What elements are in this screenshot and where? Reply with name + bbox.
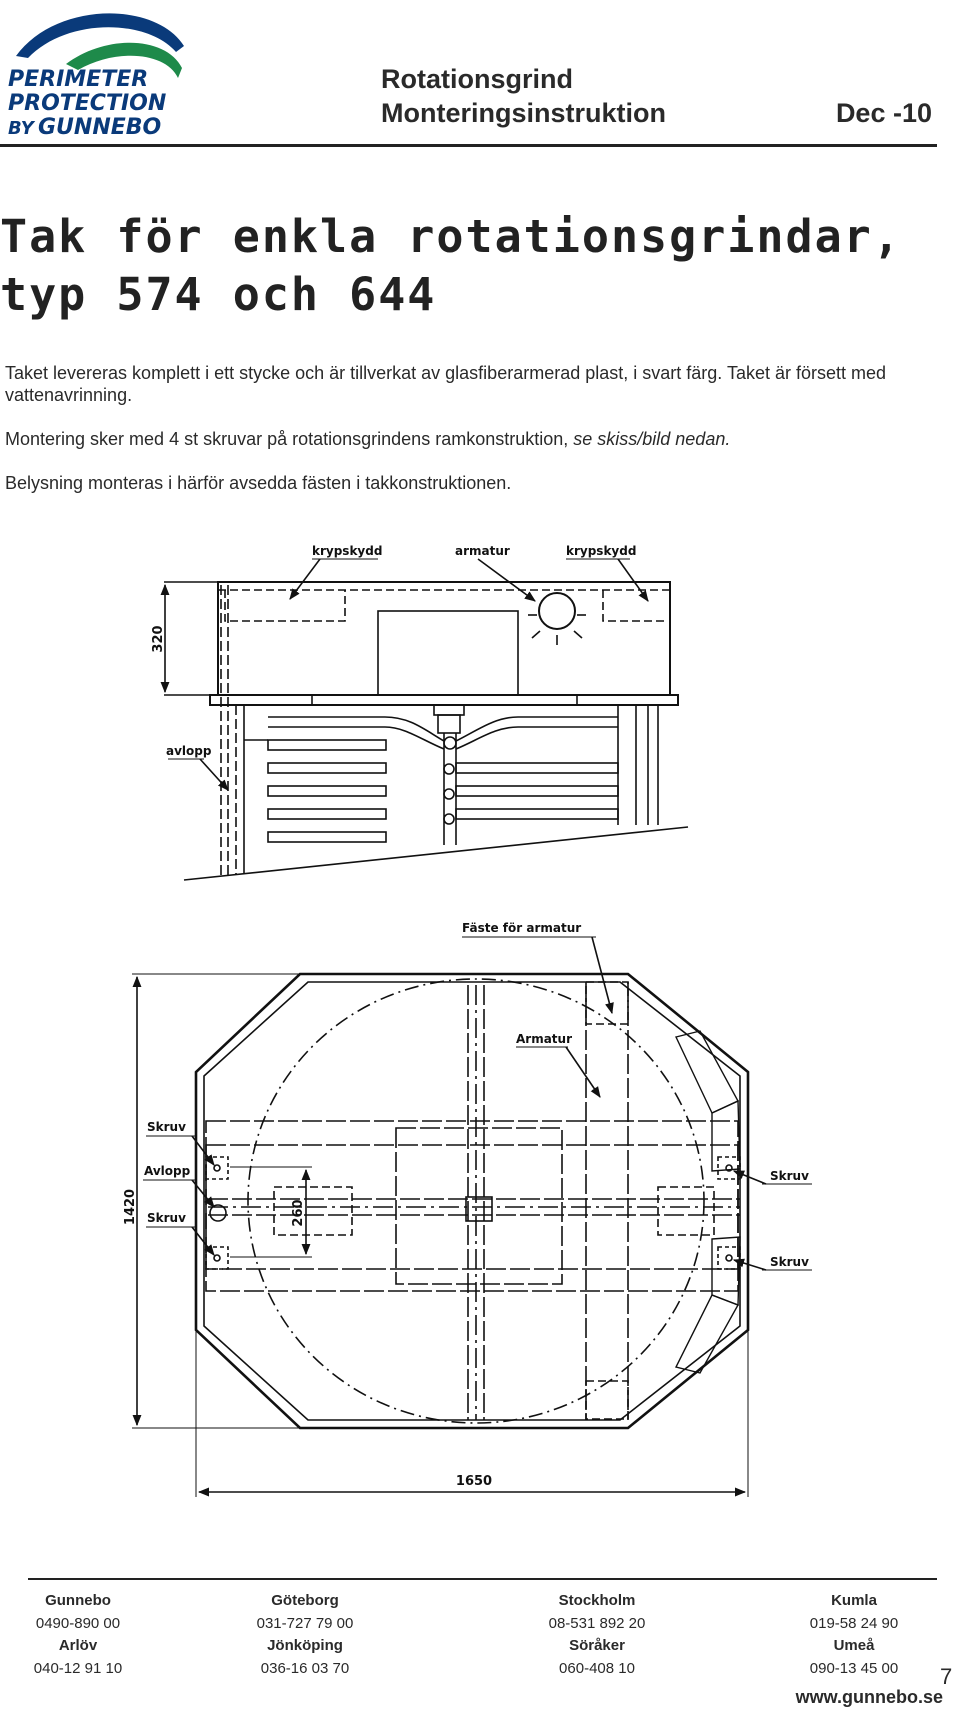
office-name: Söråker: [569, 1637, 625, 1654]
header-date: Dec -10: [835, 98, 932, 128]
dim-1650-label: 1650: [455, 1474, 493, 1489]
office-umea: [754, 1634, 954, 1680]
label-skruv-right-top: Skruv: [770, 1169, 809, 1183]
office-goteborg: [205, 1589, 405, 1635]
office-phone: 0490-890 00: [35, 1615, 121, 1632]
label-armatur-side: armatur: [455, 544, 510, 558]
paragraph-mounting-reference: se skiss/bild nedan.: [573, 429, 731, 449]
office-jonkoping: [205, 1634, 405, 1680]
office-name: Arlöv: [58, 1637, 98, 1654]
office-phone: 031-727 79 00: [256, 1615, 354, 1632]
paragraph-delivery: Taket levereras komplett i ett stycke och är tillverkat av glasfiberarmerad plast, i svart färg. Taket är försett med vattenavrinning.: [5, 363, 887, 405]
office-phone: 08-531 892 20: [548, 1615, 646, 1632]
paragraph-lighting: Belysning monteras i härför avsedda fästen i takkonstruktionen.: [5, 473, 512, 493]
paragraph-mounting: [5, 428, 920, 450]
office-phone: 019-58 24 90: [809, 1615, 899, 1632]
label-skruv-left-top: Skruv: [147, 1120, 186, 1134]
office-name: Umeå: [833, 1637, 875, 1654]
office-soraker: [497, 1634, 697, 1680]
logo-text-gunnebo: GUNNEBO: [38, 115, 162, 138]
footer-divider: [28, 1578, 937, 1580]
header-title-line1: Rotationsgrind: [381, 64, 573, 94]
logo-text-by: BY: [8, 118, 34, 138]
office-name: Gunnebo: [45, 1592, 111, 1609]
logo-text-perimeter: PERIMETER: [8, 67, 149, 92]
header-title-line2: Monteringsinstruktion: [381, 98, 666, 128]
office-phone: 090-13 45 00: [809, 1660, 899, 1677]
paragraph-mounting-main: Montering sker med 4 st skruvar på rotationsgrindens ramkonstruktion,: [5, 429, 574, 449]
side-view-drawing: [151, 544, 688, 880]
label-skruv-right-bottom: Skruv: [770, 1255, 809, 1269]
office-phone: 060-408 10: [559, 1660, 635, 1677]
office-name: Göteborg: [271, 1592, 339, 1609]
gunnebo-logo: [6, 6, 186, 138]
office-name: Kumla: [831, 1592, 877, 1609]
header-title: [381, 62, 666, 130]
office-arlov: [0, 1634, 178, 1680]
page-number: 7: [940, 1664, 953, 1689]
top-view-drawing: [123, 921, 812, 1497]
label-skruv-left-bottom: Skruv: [147, 1211, 186, 1225]
label-armatur-top: Armatur: [516, 1032, 573, 1046]
page-title: Tak för enkla rotationsgrindar, typ 574 och 644: [0, 210, 902, 321]
logo-text-protection: PROTECTION: [8, 91, 167, 116]
dim-260-label: 260: [291, 1199, 306, 1227]
office-kumla: [754, 1589, 954, 1635]
office-stockholm: [497, 1589, 697, 1635]
dim-320-label: 320: [151, 625, 166, 653]
label-avlopp-top: Avlopp: [144, 1164, 191, 1178]
label-avlopp-side: avlopp: [166, 744, 212, 758]
label-faste-for-armatur: Fäste för armatur: [462, 921, 582, 935]
office-gunnebo: [0, 1589, 178, 1635]
office-name: Jönköping: [267, 1637, 343, 1654]
office-name: Stockholm: [558, 1592, 636, 1609]
dim-1420-label: 1420: [123, 1188, 138, 1226]
office-phone: 036-16 03 70: [260, 1660, 350, 1677]
label-krypskydd-right: krypskydd: [566, 544, 637, 558]
technical-drawings: [0, 535, 960, 1525]
website-link[interactable]: www.gunnebo.se: [795, 1687, 943, 1707]
header-divider: [0, 144, 937, 147]
office-phone: 040-12 91 10: [33, 1660, 123, 1677]
label-krypskydd-left: krypskydd: [312, 544, 383, 558]
